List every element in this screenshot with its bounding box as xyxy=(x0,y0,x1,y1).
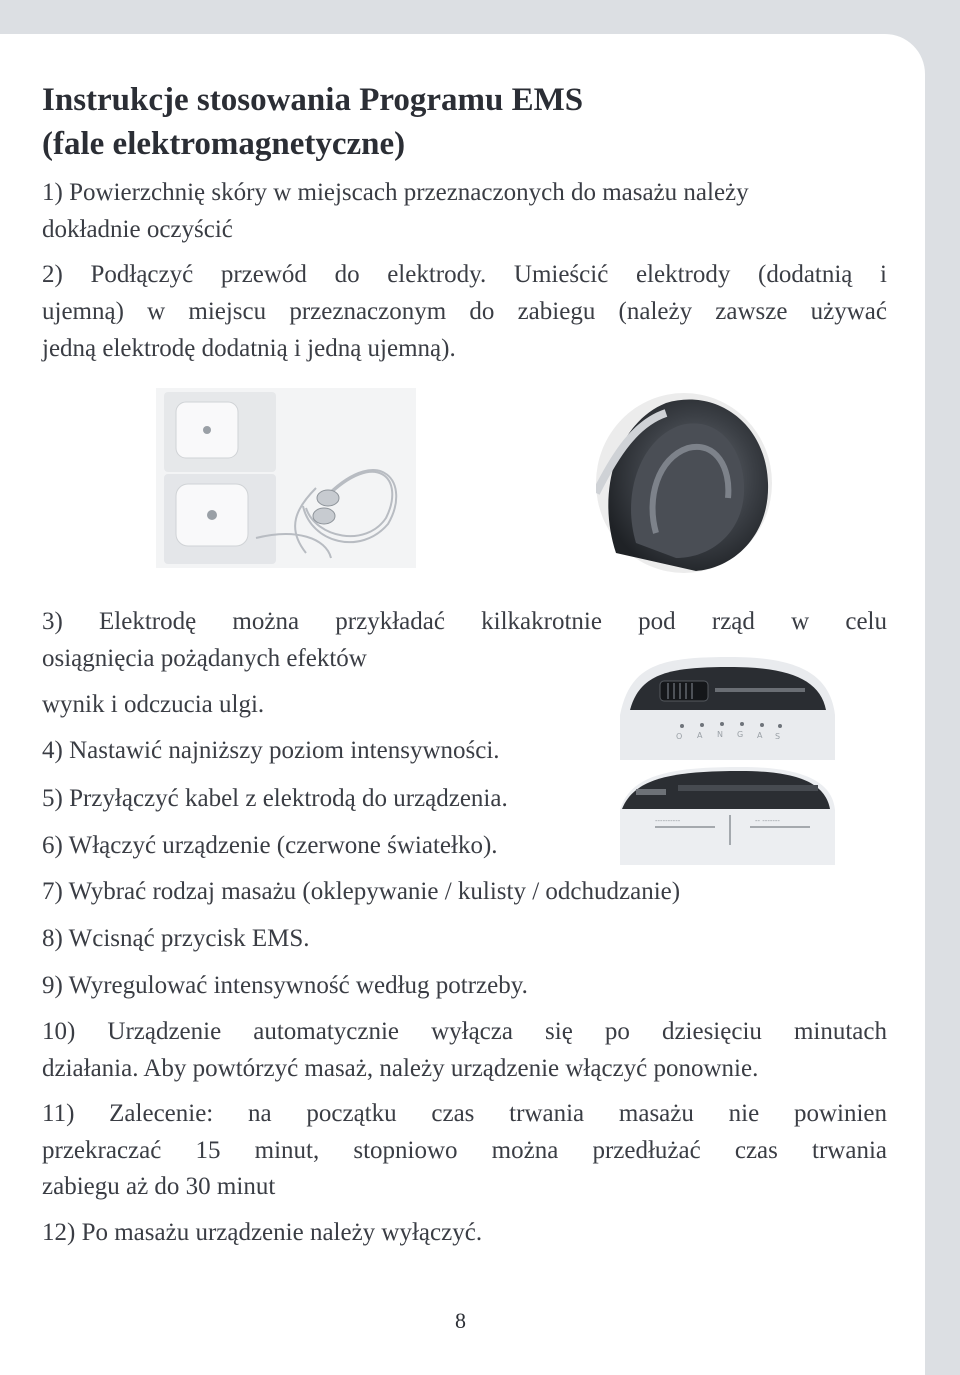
step-9: 9) Wyregulować intensywność według potrzeby. xyxy=(42,972,528,999)
step-3-line-1: 3) Elektrodę można przykładać kilkakrotnie pod rząd w celu xyxy=(42,608,887,635)
step-2-line-3: jedną elektrodę dodatnią i jedną ujemną). xyxy=(42,335,456,362)
step-1: 1) Powierzchnię skóry w miejscach przeznaczonych do masażu należy dokładnie oczyścić xyxy=(42,179,749,243)
svg-text:S: S xyxy=(775,732,781,741)
step-4: 4) Nastawić najniższy poziom intensywności. xyxy=(42,737,500,764)
title-line-1: Instrukcje stosowania Programu EMS xyxy=(42,82,584,118)
page-title xyxy=(42,78,902,166)
step-2-line-1: 2) Podłączyć przewód do elektrody. Umieścić elektrody (dodatnią i xyxy=(42,261,887,288)
title-line-2: (fale elektromagnetyczne) xyxy=(42,126,406,162)
electrode-pads-image xyxy=(156,388,416,568)
step-10-line-2: działania. Aby powtórzyć masaż, należy urządzenie włączyć ponownie. xyxy=(42,1055,759,1082)
step-11-line-2: przekraczać 15 minut, stopniowo można przedłużać czas trwania xyxy=(42,1137,887,1164)
svg-text:A: A xyxy=(757,731,763,740)
step-11-line-3: zabiegu aż do 30 minut xyxy=(42,1173,276,1200)
svg-text:A: A xyxy=(697,731,703,740)
step-5: 5) Przyłączyć kabel z elektrodą do urządzenia. xyxy=(42,785,508,812)
step-2-line-2: ujemną) w miejscu przeznaczonym do zabiegu (należy zawsze używać xyxy=(42,298,887,325)
step-6: 6) Włączyć urządzenie (czerwone światełko). xyxy=(42,832,498,859)
massager-image xyxy=(596,393,772,573)
step-3-line-2: osiągnięcia pożądanych efektów xyxy=(42,645,367,672)
step-3-line-3: wynik i odczucia ulgi. xyxy=(42,691,265,718)
step-8: 8) Wcisnąć przycisk EMS. xyxy=(42,925,310,952)
step-7: 7) Wybrać rodzaj masażu (oklepywanie / kulisty / odchudzanie) xyxy=(42,878,681,905)
step-11-line-1: 11) Zalecenie: na początku czas trwania masażu nie powinien xyxy=(42,1100,887,1127)
step-12: 12) Po masażu urządzenie należy wyłączyć. xyxy=(42,1219,483,1246)
svg-text:-- -------: -- ------- xyxy=(755,817,780,825)
page-number: 8 xyxy=(455,1308,466,1333)
svg-text:G: G xyxy=(737,730,744,739)
svg-text:----------: ---------- xyxy=(655,817,681,825)
step-10-line-1: 10) Urządzenie automatycznie wyłącza się po dziesięciu minutach xyxy=(42,1018,887,1045)
svg-text:O: O xyxy=(676,732,683,741)
svg-text:N: N xyxy=(717,730,723,739)
